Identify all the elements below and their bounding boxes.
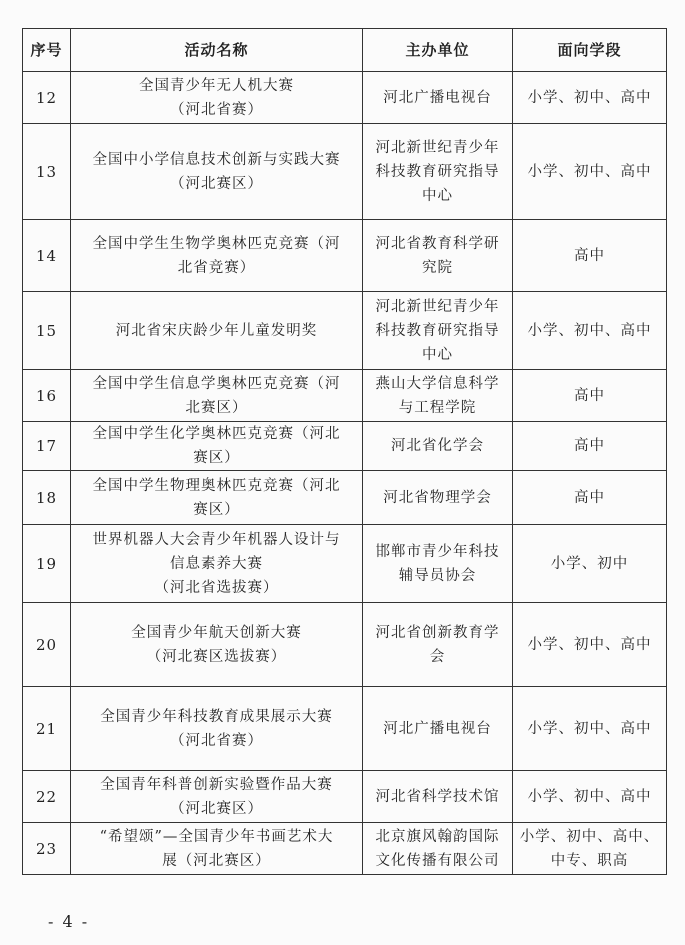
header-activity-name: 活动名称 xyxy=(71,29,363,72)
cell-organizer-line: 河北省化学会 xyxy=(391,438,484,454)
table-row xyxy=(23,72,667,124)
header-level: 面向学段 xyxy=(513,29,667,72)
cell-organizer-line: 河北新世纪青少年 xyxy=(375,139,500,156)
cell-activity-name-line: （河北赛区） xyxy=(170,175,263,192)
cell-organizer-line: 河北省物理学会 xyxy=(383,489,492,506)
cell-organizer-line: 中心 xyxy=(422,187,453,204)
cell-activity-name-line: 全国中学生物理奥林匹克竞赛（河北 xyxy=(92,477,341,494)
cell-activity-name-line: （河北赛区选拔赛） xyxy=(146,648,287,665)
cell-no: 19 xyxy=(23,525,71,603)
table-header-row xyxy=(23,29,667,72)
cell-activity-name xyxy=(71,370,363,422)
cell-activity-name-line: 北赛区） xyxy=(185,399,248,416)
cell-activity-name-line: （河北省赛） xyxy=(170,732,263,749)
cell-organizer-line: 北京旗风翰韵国际 xyxy=(375,828,500,845)
table-row xyxy=(23,422,667,471)
cell-organizer-line: 辅导员协会 xyxy=(398,567,477,584)
table-row xyxy=(23,220,667,292)
cell-activity-name xyxy=(71,471,363,525)
cell-no: 17 xyxy=(23,422,71,471)
cell-activity-name-line: 北省竞赛） xyxy=(177,259,256,276)
activity-table xyxy=(22,28,667,875)
table-row xyxy=(23,471,667,525)
cell-level xyxy=(513,72,667,124)
cell-activity-name-line: 全国青少年科技教育成果展示大赛 xyxy=(100,708,333,725)
cell-organizer-line: 科技教育研究指导 xyxy=(375,163,500,180)
cell-activity-name xyxy=(71,687,363,771)
cell-activity-name xyxy=(71,422,363,471)
cell-organizer xyxy=(363,603,513,687)
cell-no: 14 xyxy=(23,220,71,292)
cell-level xyxy=(513,422,667,471)
cell-activity-name-line: 河北省宋庆龄少年儿童发明奖 xyxy=(115,322,318,339)
cell-level-line: 小学、初中、高中 xyxy=(527,89,652,106)
cell-activity-name xyxy=(71,72,363,124)
cell-no: 23 xyxy=(23,823,71,875)
cell-organizer-line: 文化传播有限公司 xyxy=(375,852,500,869)
cell-organizer-line: 河北省教育科学研 xyxy=(375,235,500,252)
cell-activity-name-line: 全国青少年航天创新大赛 xyxy=(131,624,302,641)
cell-organizer-line: 科技教育研究指导 xyxy=(375,322,500,339)
cell-organizer-line: 河北广播电视台 xyxy=(383,89,492,106)
table-row xyxy=(23,603,667,687)
cell-no: 20 xyxy=(23,603,71,687)
cell-no: 18 xyxy=(23,471,71,525)
cell-organizer-line: 河北省创新教育学 xyxy=(375,624,500,641)
table-row xyxy=(23,687,667,771)
cell-organizer xyxy=(363,72,513,124)
cell-organizer-line: 河北省科学技术馆 xyxy=(375,788,500,805)
cell-level xyxy=(513,603,667,687)
cell-activity-name-line: 世界机器人大会青少年机器人设计与 xyxy=(92,531,341,548)
header-no: 序号 xyxy=(23,29,71,72)
cell-activity-name-line: 全国青少年无人机大赛 xyxy=(139,77,294,94)
cell-activity-name-line: 全国中学生信息学奥林匹克竞赛（河 xyxy=(92,375,341,392)
cell-activity-name-line: “希望颂”—全国青少年书画艺术大 xyxy=(99,828,334,845)
cell-level-line: 高中 xyxy=(574,438,605,454)
cell-organizer xyxy=(363,370,513,422)
cell-no: 21 xyxy=(23,687,71,771)
cell-no: 12 xyxy=(23,72,71,124)
cell-level-line: 小学、初中、高中 xyxy=(527,636,652,653)
cell-organizer-line: 邯郸市青少年科技 xyxy=(375,543,500,560)
cell-activity-name-line: 信息素养大赛 xyxy=(170,555,263,572)
cell-organizer xyxy=(363,525,513,603)
table-row xyxy=(23,124,667,220)
cell-no: 15 xyxy=(23,292,71,370)
cell-level xyxy=(513,124,667,220)
cell-no: 16 xyxy=(23,370,71,422)
table-body xyxy=(23,72,667,875)
cell-activity-name xyxy=(71,771,363,823)
cell-activity-name-line: 全国中小学信息技术创新与实践大赛 xyxy=(92,151,341,168)
cell-activity-name-line: 全国青年科普创新实验暨作品大赛 xyxy=(100,776,333,793)
page-number: - 4 - xyxy=(48,912,90,931)
header-organizer: 主办单位 xyxy=(363,29,513,72)
table-row xyxy=(23,823,667,875)
cell-level xyxy=(513,292,667,370)
cell-activity-name xyxy=(71,603,363,687)
cell-no: 22 xyxy=(23,771,71,823)
cell-level-line: 中专、职高 xyxy=(550,852,629,869)
cell-organizer-line: 与工程学院 xyxy=(398,399,477,416)
cell-level-line: 小学、初中、高中 xyxy=(527,322,652,339)
cell-activity-name-line: 全国中学生生物学奥林匹克竞赛（河 xyxy=(92,235,341,252)
cell-organizer-line: 燕山大学信息科学 xyxy=(375,375,500,392)
cell-level xyxy=(513,525,667,603)
table-row xyxy=(23,771,667,823)
cell-level-line: 小学、初中、高中 xyxy=(527,788,652,805)
cell-level-line: 小学、初中、高中 xyxy=(527,163,652,180)
cell-organizer-line: 会 xyxy=(429,648,446,665)
cell-activity-name-line: 全国中学生化学奥林匹克竞赛（河北 xyxy=(92,426,341,442)
cell-level xyxy=(513,687,667,771)
cell-activity-name xyxy=(71,525,363,603)
cell-organizer-line: 中心 xyxy=(422,346,453,363)
table-row xyxy=(23,525,667,603)
cell-organizer-line: 河北新世纪青少年 xyxy=(375,298,500,315)
cell-organizer xyxy=(363,823,513,875)
cell-activity-name xyxy=(71,823,363,875)
cell-activity-name-line: 展（河北赛区） xyxy=(162,852,271,869)
cell-level xyxy=(513,220,667,292)
cell-level xyxy=(513,370,667,422)
cell-organizer xyxy=(363,687,513,771)
cell-level-line: 高中 xyxy=(574,489,605,506)
cell-organizer-line: 河北广播电视台 xyxy=(383,720,492,737)
cell-activity-name-line: （河北赛区） xyxy=(170,800,263,817)
cell-activity-name xyxy=(71,124,363,220)
cell-activity-name xyxy=(71,292,363,370)
cell-level-line: 高中 xyxy=(574,247,605,264)
cell-organizer-line: 究院 xyxy=(422,259,453,276)
cell-activity-name-line: 赛区） xyxy=(193,501,240,518)
cell-level xyxy=(513,823,667,875)
cell-level-line: 高中 xyxy=(574,387,605,404)
cell-level xyxy=(513,471,667,525)
cell-no: 13 xyxy=(23,124,71,220)
cell-activity-name xyxy=(71,220,363,292)
table-row xyxy=(23,292,667,370)
table-row xyxy=(23,370,667,422)
cell-level-line: 小学、初中、高中、 xyxy=(519,828,660,845)
cell-organizer xyxy=(363,292,513,370)
cell-organizer xyxy=(363,471,513,525)
cell-activity-name-line: （河北省选拔赛） xyxy=(154,579,279,596)
cell-organizer xyxy=(363,422,513,471)
cell-organizer xyxy=(363,220,513,292)
cell-level-line: 小学、初中 xyxy=(550,555,629,572)
cell-organizer xyxy=(363,124,513,220)
cell-organizer xyxy=(363,771,513,823)
cell-activity-name-line: （河北省赛） xyxy=(170,101,263,118)
cell-level xyxy=(513,771,667,823)
cell-activity-name-line: 赛区） xyxy=(193,450,240,466)
cell-level-line: 小学、初中、高中 xyxy=(527,720,652,737)
